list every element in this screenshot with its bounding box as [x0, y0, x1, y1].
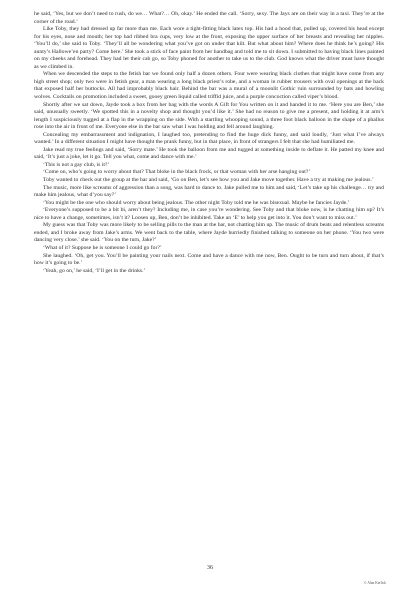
- paragraph: Shortly after we sat down, Jayde took a box from her bag with the words A Gift for You written on it and handed it to me. ‘Here you are Ben,’ she said, unusually sweetly. ‘We spotted this in a novelty shop and thought you’d like it.’ She had no reason to give me a present, and holding it at arm’s length I suspiciously tugged at a flap in the wrapping on the side. With a startling whooping sound, a three foot black balloon in the shape of a phallus rose into the air in front of me. Everyone else in the bar saw what I was holding and fell around laughing.: [34, 101, 384, 131]
- paragraph: The music, more like screams of aggression than a song, was hard to dance to. Jake pulled me to him and said, ‘Let’s take up his challenge… try and make him jealous, what d’you say?’: [34, 184, 384, 199]
- paragraph: ‘What of it? Suppose he is someone I could go for?’: [43, 244, 162, 251]
- page-number: 36: [207, 565, 213, 571]
- paragraph: ‘Come on, who’s going to worry about that? That bloke in the black frock, or that woman with her arse hanging out?’: [43, 169, 311, 176]
- paragraph: Concealing my embarrassment and indignation, I laughed too, pretending to find the huge dick funny, and said loudly, ‘Just what I’ve always wanted.’ In a different situation I might have thought the prank funny, but in that place, in front of strangers I felt that she had humiliated me.: [34, 131, 384, 146]
- paragraph: She laughed. ‘Oh, get you. You’ll be painting your nails next. Come and have a dance with me now, Ben. Ought to be turn and turn about, if that’s how it’s going to be.’: [34, 252, 384, 267]
- paragraph: When we descended the steps to the fetish bar we found only half a dozen others. Four were wearing black clothes that might have come from any high street shop; only two were in fetish gear, a man wearing a long black priest’s robe, and a woman in rubber trousers with oval openings at the back that exposed half her buttocks. All had improbably black hair. Behind the bar was a mural of a moonlit Gothic ruin surrounded by bats and howling wolves. Cocktails on promotion included a sweet, gooey green liquid called triffid juice, and a purple concoction called viper’s blood.: [34, 71, 384, 101]
- paragraph: Like Toby, they had dressed up far more than me. Each wore a tight-fitting black latex top. His had a hood that, pulled up, covered his head except for his eyes, nose and mouth; her top had ribbed bra cups, very low at the front, exposing the upper surface of her breasts and revealing her nipples. ‘You’ll do,’ she said to Toby. ‘They’ll all be wondering what you’ve got on under that kilt. But what about him? Where does he think he’s going? His aunty’s Hallowe’en party? Come here.’ She took a stick of face paint from her handbag and told me to sit down. I submitted to having black lines painted on my cheeks and forehead. They had let their cab go, so Toby phoned for another to take us to the club. God knows what the driver must have thought as we climbed in.: [34, 26, 384, 70]
- paragraph: ‘This is not a gay club, is it?’: [43, 161, 110, 168]
- paragraph: he said, ‘Yes, but we don’t need to rush, do we… What?… Oh, okay.’ He ended the call. ‘Sorry, sexy. The Jays are on their way in a taxi. They’re at the corner of the road.’: [34, 11, 384, 25]
- paragraph: ‘You might be the one who should worry about being jealous. The other night Toby told me he was bisexual. Maybe he fancies Jayde.’: [43, 199, 350, 206]
- paragraph: My guess was that Toby was more likely to be selling pills to the man at the bar, not chatting him up. The music of drum beats and relentless screams ended, and I broke away from Jake’s arms. We went back to the table, where Jayde hurriedly finished talking to someone on her phone. ‘You two were dancing very close.’ she said. ‘You on the turn, Jake?’: [34, 222, 384, 244]
- paragraph: ‘Yeah, go on,’ he said, ‘I’ll get in the drinks.’: [43, 267, 146, 274]
- paragraph: ‘Everyone’s supposed to be a bit bi, aren’t they? Including me, in case you’re wondering. See Toby and that bloke now, is he chatting him up? It’s nice to have a change, sometimes, isn’t it? Loosen up, Ben, don’t be inhibited. Take an ‘E’ to help you get into it. You don’t want to miss out.’: [34, 207, 384, 221]
- paragraph: Jake read my true feelings and said, ‘Sorry mate.’ He took the balloon from me and tugged at something inside to deflate it. He patted my knee and said, ‘It’s just a joke, let it go. Tell you what, come and dance with me.’: [34, 146, 384, 161]
- paragraph: Toby wanted to check out the group at the bar and said, ‘Go on Ben, let’s see how you and Jake move together. Have a try at making me jealous.’: [43, 177, 374, 184]
- body-text: [34, 11, 384, 275]
- copyright-notice: © Alan Kerlick: [363, 581, 386, 585]
